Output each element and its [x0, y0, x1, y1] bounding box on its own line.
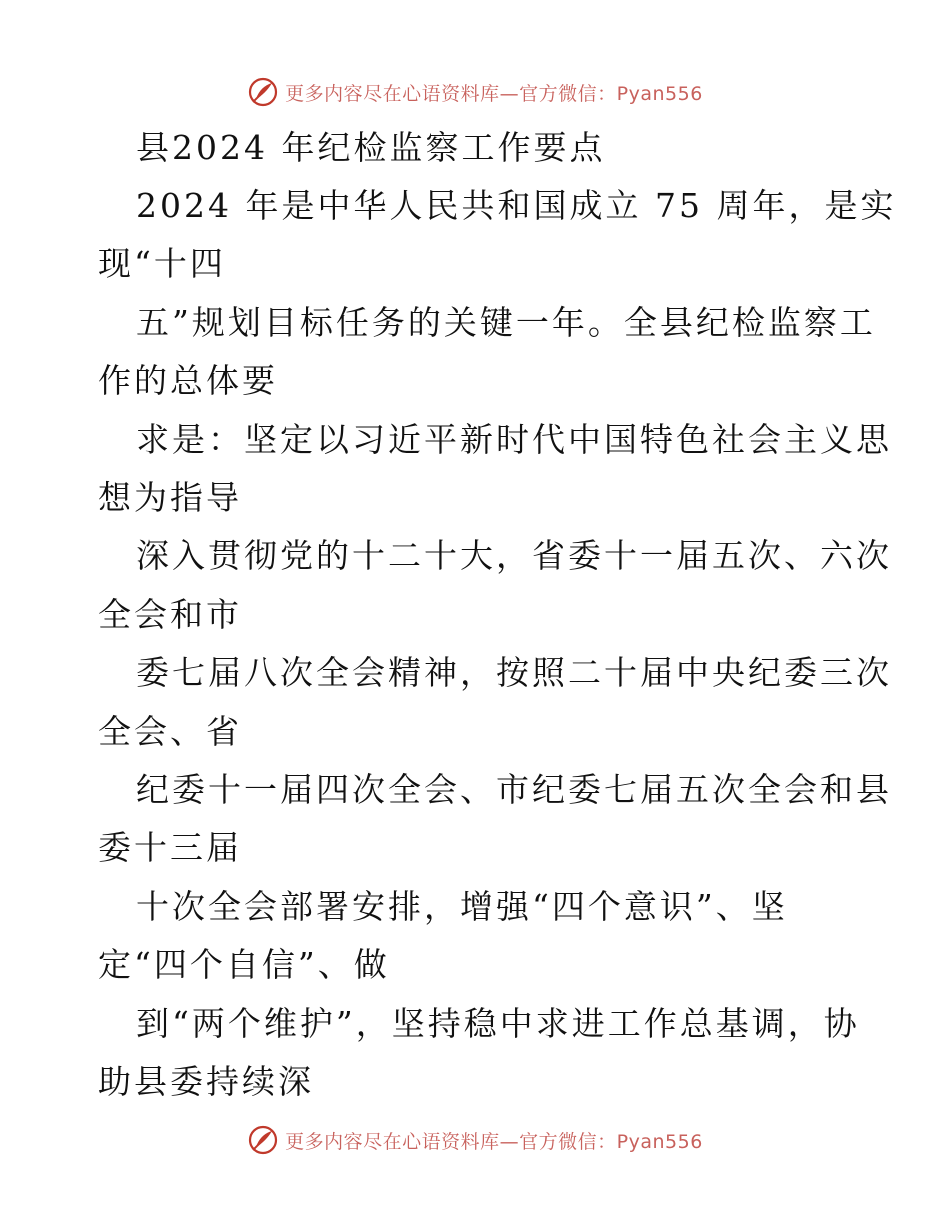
- paragraph-line: 十次全会部署安排，增强“四个意识”、坚: [136, 887, 788, 926]
- paragraph-line: 定“四个自信”、做: [98, 945, 390, 984]
- paragraph-line: 求是：坚定以习近平新时代中国特色社会主义思: [136, 420, 892, 459]
- watermark-separator: —: [499, 1130, 520, 1153]
- paragraph-line: 纪委十一届四次全会、市纪委七届五次全会和县: [136, 770, 892, 809]
- header-watermark: [0, 72, 950, 112]
- watermark-contact: 官方微信：Pyan556: [519, 1130, 703, 1153]
- watermark-text: [285, 79, 703, 106]
- footer-watermark: [0, 1120, 950, 1160]
- paragraph-line: 助县委持续深: [98, 1062, 314, 1101]
- watermark-site: 更多内容尽在心语资料库: [285, 1130, 500, 1153]
- watermark-contact: 官方微信：Pyan556: [519, 82, 703, 105]
- paragraph-line: 委七届八次全会精神，按照二十届中央纪委三次: [136, 653, 892, 692]
- paragraph-line: 到“两个维护”，坚持稳中求进工作总基调，协: [136, 1004, 860, 1043]
- watermark-text: [285, 1127, 703, 1154]
- paragraph-line: 现“十四: [98, 244, 226, 283]
- feather-logo-icon: [247, 76, 279, 108]
- watermark-site: 更多内容尽在心语资料库: [285, 82, 500, 105]
- paragraph-line: 作的总体要: [98, 361, 278, 400]
- document-title: 县2024 年纪检监察工作要点: [136, 128, 606, 167]
- paragraph-line: 五”规划目标任务的关键一年。全县纪检监察工: [136, 303, 876, 342]
- feather-logo-icon: [247, 1124, 279, 1156]
- paragraph-line: 2024 年是中华人民共和国成立 75 周年，是实: [136, 186, 897, 225]
- paragraph-line: 全会和市: [98, 595, 242, 634]
- watermark-separator: —: [499, 82, 520, 105]
- paragraph-line: 想为指导: [98, 478, 242, 517]
- paragraph-line: 全会、省: [98, 712, 242, 751]
- paragraph-line: 委十三届: [98, 828, 242, 867]
- paragraph-line: 深入贯彻党的十二十大，省委十一届五次、六次: [136, 536, 892, 575]
